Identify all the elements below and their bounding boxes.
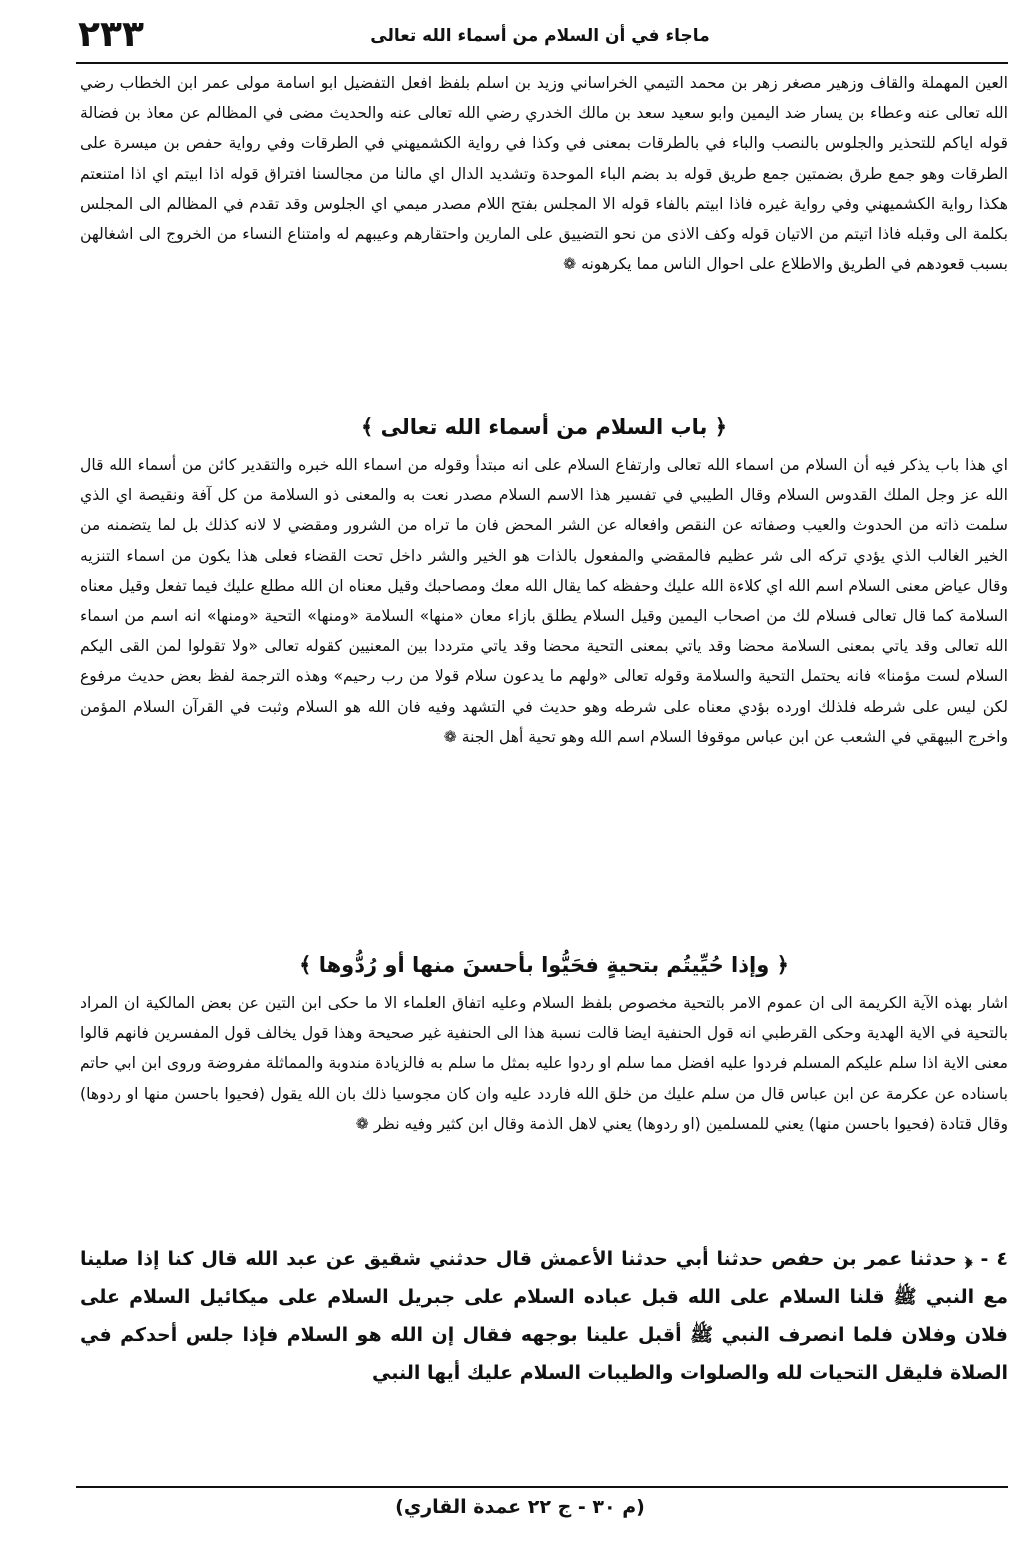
verse-heading: ﴿ وإذا حُيِّيتُم بتحيةٍ فحَيُّوا بأحسنَ منها أو رُدُّوها ﴾ [299, 953, 789, 977]
header-rule [76, 62, 1008, 64]
hadith-text [80, 1240, 1008, 1392]
page-number: ٢٣٣ [78, 14, 144, 55]
chapter-heading: ﴿ باب السلام من أسماء الله تعالى ﴾ [360, 415, 728, 439]
commentary-paragraph: اي هذا باب يذكر فيه أن السلام من اسماء الله تعالى وارتفاع السلام على انه مبتدأ وقوله من اسماء الله خبره والتقدير كائن من أسماء الله قال الله عز وجل الملك القدوس السلام وقال الطيبي في تفسير هذا الاسم السلام مصدر نعت به والمعنى ذو السلامة من كل آفة ونقيصة اي الذي سلمت ذاته من الحدوث والعيب وصفاته عن النقص وافعاله عن الشر المحض فان ما تراه من الشرور ومقضي لا لانه كذلك بل لما يتضمنه من الخير الغالب الذي يؤدي تركه الى شر عظيم فالمقضي والمفعول بالذات هو الخير والشر داخل تحت القضاء فعلى هذا يكون من اسماء التنزيه وقال عياض معنى السلام اسم الله اي كلاءة الله عليك وحفظه كما يقال الله معك ومصاحبك وقيل معناه ان الله مطلع عليك فيما تفعل وقيل معناه السلامة كما قال تعالى فسلام لك من اصحاب اليمين وقيل السلام يطلق بازاء معان «منها» السلامة «ومنها» التحية «ومنها» انه اسم من اسماء الله تعالى وقد ياتي بمعنى السلامة محضا وقد ياتي بمعنى التحية محضا وقد ياتي مترددا بين المعنيين كقوله تعالى «ولا تقولوا لمن القى اليكم السلام لست مؤمنا» فانه يحتمل التحية والسلامة وقوله تعالى «ولهم ما يدعون سلام قولا من رب رحيم» وهذه الترجمة لفظ بعض حديث مرفوع لكن ليس على شرطه فلذلك اورده بؤدي معناه على شرطه وهو حديث في التشهد وفيه فان الله هو السلام وثبت في القرآن السلام المؤمن واخرج البيهقي في الشعب عن ابن عباس موقوفا السلام اسم الله وهو تحية أهل الجنة ❁ [80, 456, 1008, 746]
footer-rule [76, 1486, 1008, 1488]
commentary-paragraph: اشار بهذه الآية الكريمة الى ان عموم الامر بالتحية مخصوص بلفظ السلام وعليه اتفاق العلماء الا ما حكى ابن التين عن بعض المالكية ان المراد بالتحية في الاية الهدية وحكى القرطبي انه قول الحنفية ايضا قالت نسبة هذا الى الحنفية غير صحيحة وهذا قول يخالف قول المفسرين فانهم قالوا معنى الاية اذا سلم عليكم المسلم فردوا عليه افضل مما سلم او ردوا عليه بمثل ما سلم به فالزيادة مندوبة والمماثلة مفروضة وروى ابن ابي حاتم باسناده عن عكرمة عن ابن عباس قال من سلم عليك من خلق الله فاردد عليه وان كان مجوسيا ذلك بان الله يقول (فحيوا باحسن منها او ردوها) وقال قتادة (فحيوا باحسن منها) يعني للمسلمين (او ردوها) يعني لاهل الذمة وقال ابن كثير وفيه نظر ❁ [80, 994, 1008, 1133]
commentary-paragraph: العين المهملة والقاف وزهير مصغر زهر بن محمد التيمي الخراساني وزيد بن اسلم بلفظ افعل التفضيل ابو اسامة مولى عمر ابن الخطاب رضي الله تعالى عنه وعطاء بن يسار ضد اليمين وابو سعيد سعد بن مالك الخدري رضي الله تعالى عنه والحديث مضى في المظالم عن معاذ بن فضالة قوله اياكم للتحذير والجلوس بالنصب والباء في بالطرقات بمعنى في وكذا في رواية الكشميهني في الطرقات وفي رواية حفص بن ميسرة على الطرقات وهو جمع طرق بضمتين جمع طريق قوله بد بضم الباء الموحدة وتشديد الدال اي مالنا من مجالسنا افتراق قوله اذا ابيتم اي اذا امتنعتم هكذا رواية الكشميهني وفي رواية غيره فاذا ابيتم بالفاء قوله الا المجلس بفتح اللام مصدر ميمي اي الجلوس وقد تقدم في المظالم الى المجلس بكلمة الى وقبله فاذا اتيتم من الاتيان قوله وكف الاذى من نحو التضييق على المارين واحتقارهم وعيبهم له وامتناع النساء من الخروج الى اشغالهن بسبب قعودهم في الطريق والاطلاع على احوال الناس مما يكرهونه ❁ [80, 74, 1008, 274]
signature-mark: (م ٣٠ - ج ٢٢ عمدة القاري) [395, 1496, 645, 1518]
commentary-section-2 [80, 450, 1008, 752]
running-head: ماجاء في أن السلام من أسماء الله تعالى [370, 26, 710, 46]
commentary-section-1 [80, 68, 1008, 279]
commentary-section-3 [80, 988, 1008, 1139]
hadith-paragraph: ٤ - ﴿ حدثنا عمر بن حفص حدثنا أبي حدثنا الأعمش قال حدثني شقيق عن عبد الله قال كنا إذا صلينا مع النبي ﷺ قلنا السلام على الله قبل عباده السلام على جبريل السلام على ميكائيل السلام على فلان وفلان فلما انصرف النبي ﷺ أقبل علينا بوجهه فقال إن الله هو السلام فإذا جلس أحدكم في الصلاة فليقل التحيات لله والصلوات والطيبات السلام عليك أيها النبي [80, 1248, 1008, 1384]
